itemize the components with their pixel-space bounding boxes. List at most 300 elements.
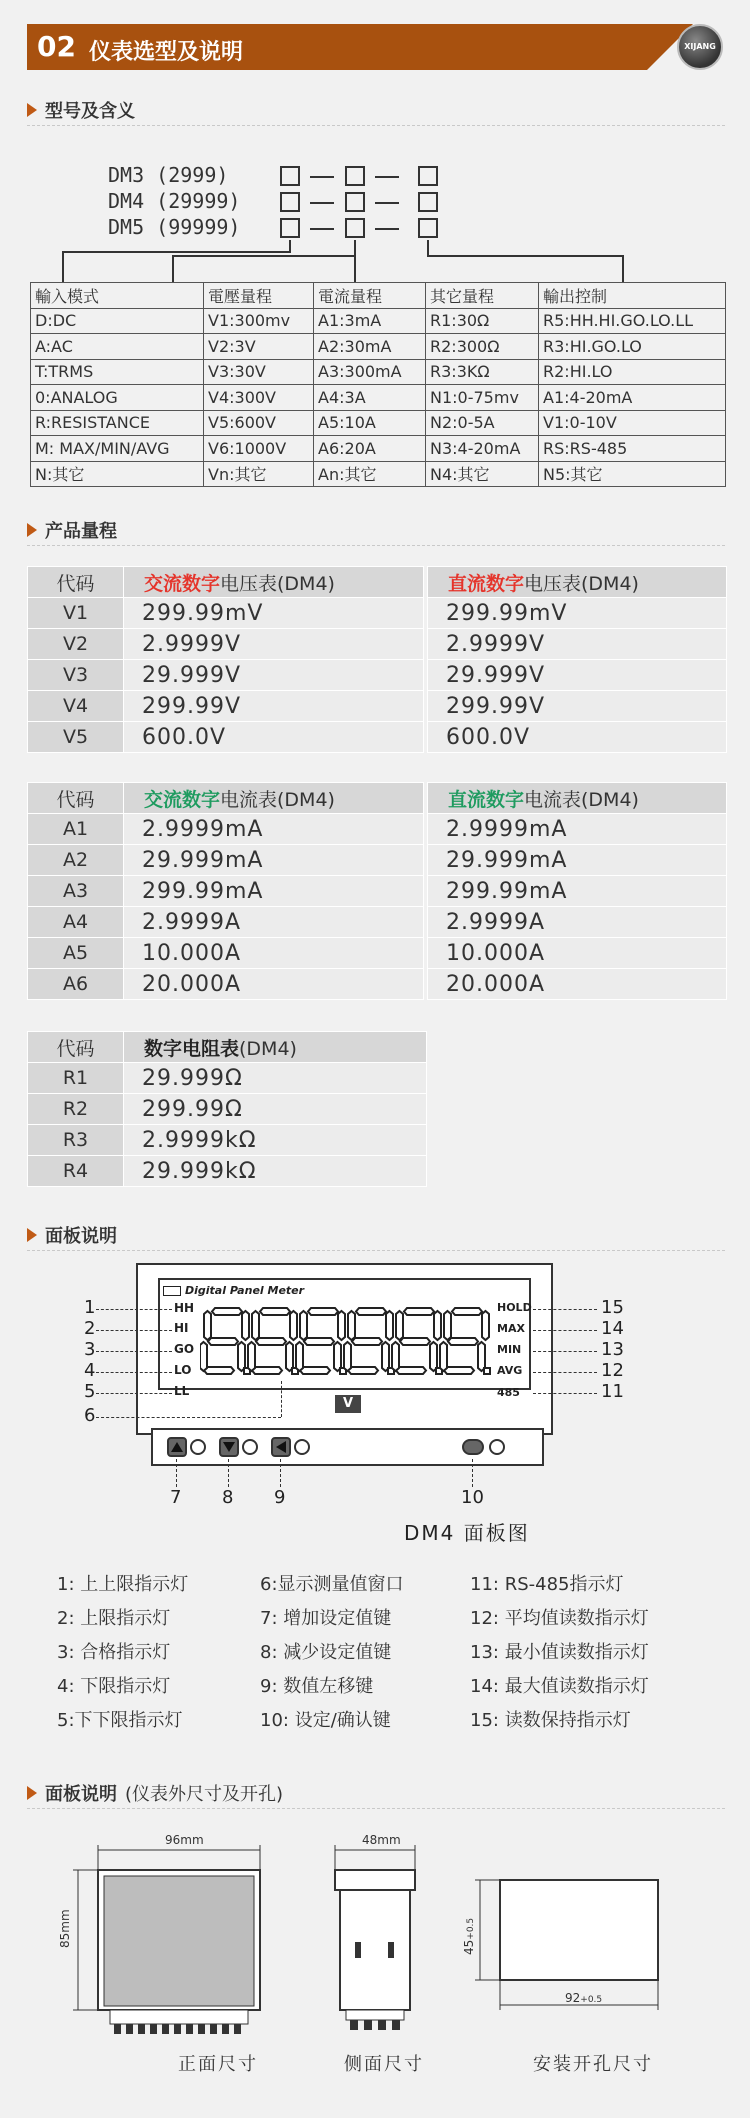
- bracket-line: [427, 255, 624, 257]
- segment: [252, 1311, 259, 1340]
- side-body: [340, 1890, 410, 2010]
- segment: [478, 1342, 485, 1371]
- terminal-pin: [198, 2024, 205, 2034]
- code-dash: [310, 176, 334, 178]
- segment: [308, 1308, 338, 1315]
- range-code: V3: [28, 660, 124, 691]
- table-cell: RS:RS-485: [539, 436, 726, 462]
- range-code: R2: [28, 1094, 124, 1125]
- terminal-pin: [378, 2020, 386, 2030]
- code-box: [418, 166, 438, 186]
- table-header-cell: 輸出控制: [539, 283, 726, 309]
- legend-item: 8: 减少设定值键: [260, 1642, 392, 1663]
- callout-line: [533, 1372, 597, 1373]
- segment: [290, 1311, 297, 1340]
- bracket-line: [62, 251, 64, 282]
- banner-title: 仪表选型及说明: [89, 40, 244, 65]
- segment: [348, 1311, 355, 1340]
- panel-brand: [163, 1284, 304, 1297]
- section-title: 面板说明: [45, 1226, 117, 1247]
- segment: [248, 1342, 255, 1371]
- table-cell: N4:其它: [426, 461, 539, 487]
- cutout-height-value: 45: [462, 1939, 476, 1955]
- callout-line: [96, 1393, 172, 1394]
- bracket-line: [172, 255, 356, 257]
- callout-9: 9: [274, 1487, 286, 1508]
- table-cell: A5:10A: [314, 410, 426, 436]
- front-height-label: 85mm: [58, 1909, 72, 1948]
- callout-12: 12: [601, 1360, 624, 1381]
- decimal-point: [484, 1368, 490, 1374]
- bracket-line: [622, 255, 624, 282]
- segment: [208, 1338, 238, 1345]
- legend-item: 6:显示测量值窗口: [260, 1574, 404, 1595]
- dc-range-value: 2.9999V: [428, 629, 727, 660]
- segment: [434, 1311, 441, 1340]
- segment: [304, 1338, 334, 1345]
- section-subtitle: (仪表外尺寸及开孔): [125, 1784, 284, 1805]
- ac-range-value: 2.9999V: [124, 629, 424, 660]
- table-cell: 0:ANALOG: [31, 385, 204, 411]
- left-arrow-icon: [273, 1439, 289, 1455]
- indicator-label-hold: HOLD: [497, 1301, 532, 1314]
- segment: [204, 1311, 211, 1340]
- brand-logo: [677, 24, 723, 70]
- terminal-pin: [174, 2024, 181, 2034]
- table-row: [28, 876, 727, 907]
- callout-line: [228, 1459, 229, 1487]
- dc-range-value: 299.99V: [428, 691, 727, 722]
- indicator-label-max: MAX: [497, 1322, 525, 1335]
- code-box: [280, 218, 300, 238]
- divider: [27, 1808, 725, 1809]
- terminal-pin: [364, 2020, 372, 2030]
- banner-number: 02: [37, 30, 76, 63]
- table-row: [31, 385, 726, 411]
- code-box: [418, 192, 438, 212]
- segment: [404, 1308, 434, 1315]
- range-code: V5: [28, 722, 124, 753]
- indicator-label-min: MIN: [497, 1343, 522, 1356]
- legend-item: 13: 最小值读数指示灯: [470, 1642, 649, 1663]
- dc-range-value: 29.999V: [428, 660, 727, 691]
- table-header-cell: 輸入模式: [31, 283, 204, 309]
- callout-line: [281, 1381, 282, 1417]
- ac-current-header: [124, 783, 424, 814]
- ac-range-value: 2.9999A: [124, 907, 424, 938]
- model-meaning-table: [30, 282, 726, 487]
- resistance-header: [124, 1032, 427, 1063]
- table-header-row: [28, 567, 727, 598]
- table-header-row: [28, 1032, 427, 1063]
- indicator-label-hi: HI: [174, 1321, 189, 1335]
- table-row: [31, 308, 726, 334]
- segment: [238, 1342, 245, 1371]
- front-panel-fill: [104, 1876, 254, 2006]
- terminal-pin: [150, 2024, 157, 2034]
- callout-line: [472, 1459, 473, 1487]
- ac-range-value: 29.999V: [124, 660, 424, 691]
- callout-line: [533, 1309, 597, 1310]
- front-width-label: 96mm: [165, 1833, 204, 1847]
- terminal-pin: [222, 2024, 229, 2034]
- up-arrow-icon: [169, 1439, 185, 1455]
- table-cell: R3:HI.GO.LO: [539, 334, 726, 360]
- table-cell: V1:0-10V: [539, 410, 726, 436]
- segment: [448, 1338, 478, 1345]
- segment: [338, 1311, 345, 1340]
- segment: [400, 1338, 430, 1345]
- set-led: [489, 1439, 505, 1455]
- table-cell: A6:20A: [314, 436, 426, 462]
- dc-current-header: [428, 783, 727, 814]
- table-row: [31, 461, 726, 487]
- callout-line: [176, 1459, 177, 1487]
- callout-line: [96, 1417, 281, 1418]
- model-line-dm4: DM4 (29999): [108, 189, 241, 213]
- side-bezel: [335, 1870, 415, 1890]
- table-row: [28, 660, 727, 691]
- segment: [256, 1338, 286, 1345]
- dc-range-value: 2.9999mA: [428, 814, 727, 845]
- table-cell: A1:4-20mA: [539, 385, 726, 411]
- table-cell: A4:3A: [314, 385, 426, 411]
- meter-type-label: 电流表(DM4): [524, 788, 639, 811]
- table-cell: R5:HH.HI.GO.LO.LL: [539, 308, 726, 334]
- logo-text: XIJANG: [684, 42, 716, 51]
- table-cell: R2:300Ω: [426, 334, 539, 360]
- code-dash: [310, 228, 334, 230]
- callout-line: [533, 1351, 597, 1352]
- increase-button[interactable]: [167, 1437, 187, 1457]
- indicator-label-avg: AVG: [497, 1364, 523, 1377]
- side-view-drawing: [335, 1845, 415, 2030]
- callout-4: 4: [84, 1360, 96, 1381]
- code-header: 代码: [28, 567, 124, 598]
- section-heading-model: [27, 97, 135, 123]
- range-code: A3: [28, 876, 124, 907]
- legend-item: 4: 下限指示灯: [57, 1676, 171, 1697]
- brand-badge-icon: [163, 1286, 181, 1296]
- digital-resistance-label: 数字电阻表: [144, 1037, 240, 1060]
- ac-range-value: 29.999Ω: [124, 1063, 427, 1094]
- legend-item: 10: 设定/确认键: [260, 1710, 391, 1731]
- set-confirm-button[interactable]: [462, 1439, 484, 1455]
- code-header: 代码: [28, 783, 124, 814]
- table-row: [28, 1156, 427, 1187]
- table-cell: M: MAX/MIN/AVG: [31, 436, 204, 462]
- segment: [382, 1342, 389, 1371]
- table-cell: V3:30V: [204, 359, 314, 385]
- ac-range-value: 29.999mA: [124, 845, 424, 876]
- unit-indicator: V: [335, 1395, 361, 1413]
- table-header-cell: 其它量程: [426, 283, 539, 309]
- side-clip: [388, 1942, 394, 1958]
- range-code: R3: [28, 1125, 124, 1156]
- indicator-label-lo: LO: [174, 1363, 192, 1377]
- code-dash: [375, 202, 399, 204]
- legend-item: 2: 上限指示灯: [57, 1608, 171, 1629]
- table-cell: R:RESISTANCE: [31, 410, 204, 436]
- dc-range-value: 2.9999A: [428, 907, 727, 938]
- range-code: A4: [28, 907, 124, 938]
- cutout-height-tolerance: +0.5: [466, 1917, 476, 1940]
- code-box: [345, 192, 365, 212]
- terminal-pin: [350, 2020, 358, 2030]
- indicator-label-ll: LL: [174, 1384, 190, 1398]
- indicator-label-hh: HH: [174, 1301, 195, 1315]
- ac-range-value: 20.000A: [124, 969, 424, 1000]
- range-code: V4: [28, 691, 124, 722]
- meter-type-label: 电流表(DM4): [220, 788, 335, 811]
- cutout-width-label: [565, 1991, 602, 2005]
- table-cell: V4:300V: [204, 385, 314, 411]
- shift-led: [294, 1439, 310, 1455]
- legend-item: 15: 读数保持指示灯: [470, 1710, 631, 1731]
- legend-item: 9: 数值左移键: [260, 1676, 374, 1697]
- callout-11: 11: [601, 1381, 624, 1402]
- terminal-block: [110, 2010, 248, 2024]
- ac-range-value: 299.99mA: [124, 876, 424, 907]
- table-row: [28, 722, 727, 753]
- segment: [296, 1342, 303, 1371]
- terminal-pin: [234, 2024, 241, 2034]
- segment: [252, 1367, 282, 1374]
- callout-5: 5: [84, 1381, 96, 1402]
- terminal-pin: [162, 2024, 169, 2034]
- ac-range-value: 2.9999mA: [124, 814, 424, 845]
- table-cell: N2:0-5A: [426, 410, 539, 436]
- meter-type-label: 电压表(DM4): [524, 572, 639, 595]
- table-row: [28, 1063, 427, 1094]
- segment: [200, 1342, 207, 1371]
- callout-line: [96, 1330, 172, 1331]
- side-clip: [355, 1942, 361, 1958]
- segment: [348, 1367, 378, 1374]
- table-cell: N5:其它: [539, 461, 726, 487]
- code-dash: [375, 228, 399, 230]
- callout-line: [96, 1351, 172, 1352]
- range-code: R1: [28, 1063, 124, 1094]
- table-cell: A:AC: [31, 334, 204, 360]
- code-header: 代码: [28, 1032, 124, 1063]
- legend-item: 7: 增加设定值键: [260, 1608, 392, 1629]
- ac-digital-label: 交流数字: [144, 572, 221, 595]
- code-box: [418, 218, 438, 238]
- section-heading-range: [27, 517, 117, 543]
- meter-type-label: 电压表(DM4): [220, 572, 335, 595]
- table-cell: A1:3mA: [314, 308, 426, 334]
- table-cell: N:其它: [31, 461, 204, 487]
- current-range-table: [27, 782, 727, 1000]
- segment: [286, 1342, 293, 1371]
- ac-range-value: 29.999kΩ: [124, 1156, 427, 1187]
- callout-line: [96, 1309, 172, 1310]
- segment: [482, 1311, 489, 1340]
- resistance-range-table: [27, 1031, 427, 1187]
- dc-range-value: 10.000A: [428, 938, 727, 969]
- legend-item: 3: 合格指示灯: [57, 1642, 171, 1663]
- segment: [260, 1308, 290, 1315]
- callout-8: 8: [222, 1487, 234, 1508]
- segment: [440, 1342, 447, 1371]
- range-code: A1: [28, 814, 124, 845]
- cutout-width-tolerance: +0.5: [580, 1995, 603, 2005]
- table-row: [28, 1094, 427, 1125]
- table-cell: N1:0-75mv: [426, 385, 539, 411]
- table-cell: D:DC: [31, 308, 204, 334]
- button-strip: [151, 1428, 544, 1466]
- ac-range-value: 299.99Ω: [124, 1094, 427, 1125]
- bracket-line: [62, 251, 291, 253]
- ac-range-value: 10.000A: [124, 938, 424, 969]
- front-caption: 正面尺寸: [178, 2054, 258, 2075]
- table-cell: R1:30Ω: [426, 308, 539, 334]
- table-header-cell: 電流量程: [314, 283, 426, 309]
- table-cell: V1:300mv: [204, 308, 314, 334]
- model-line-dm5: DM5 (99999): [108, 215, 241, 239]
- legend-item: 14: 最大值读数指示灯: [470, 1676, 649, 1697]
- table-row: [28, 1125, 427, 1156]
- table-row: [28, 629, 727, 660]
- terminal-pin: [138, 2024, 145, 2034]
- dc-range-value: 299.99mA: [428, 876, 727, 907]
- segment: [204, 1367, 234, 1374]
- range-code: V2: [28, 629, 124, 660]
- table-cell: Vn:其它: [204, 461, 314, 487]
- section-banner: [27, 18, 725, 74]
- table-row: [31, 436, 726, 462]
- cutout-height-label: [462, 1918, 476, 1955]
- table-cell: V6:1000V: [204, 436, 314, 462]
- arrow-icon: [27, 103, 37, 117]
- callout-14: 14: [601, 1318, 624, 1339]
- code-dash: [375, 176, 399, 178]
- terminal-pins: [114, 2024, 241, 2034]
- brand-text: Digital Panel Meter: [185, 1284, 305, 1297]
- callout-3: 3: [84, 1339, 96, 1360]
- indicator-label-485: 485: [497, 1386, 520, 1399]
- legend-item: 5:下下限指示灯: [57, 1710, 183, 1731]
- segment: [344, 1342, 351, 1371]
- ac-range-value: 299.99V: [124, 691, 424, 722]
- callout-15: 15: [601, 1297, 624, 1318]
- divider: [27, 125, 725, 126]
- voltage-range-table: [27, 566, 727, 753]
- section-heading-dimensions: [27, 1780, 283, 1806]
- arrow-icon: [27, 523, 37, 537]
- table-row: [28, 598, 727, 629]
- callout-10: 10: [461, 1487, 484, 1508]
- section-title: 型号及含义: [45, 101, 135, 122]
- callout-1: 1: [84, 1297, 96, 1318]
- ac-range-value: 299.99mV: [124, 598, 424, 629]
- callout-line: [533, 1330, 597, 1331]
- segment: [386, 1311, 393, 1340]
- model-line-dm3: DM3 (2999): [108, 163, 229, 187]
- increase-led: [190, 1439, 206, 1455]
- dc-voltage-header: [428, 567, 727, 598]
- table-row: [31, 359, 726, 385]
- code-box: [345, 166, 365, 186]
- ac-range-value: 2.9999kΩ: [124, 1125, 427, 1156]
- shift-left-button[interactable]: [271, 1437, 291, 1457]
- table-cell: A3:300mA: [314, 359, 426, 385]
- callout-line: [280, 1459, 281, 1487]
- section-title: 产品量程: [45, 521, 117, 542]
- table-cell: V2:3V: [204, 334, 314, 360]
- arrow-icon: [27, 1228, 37, 1242]
- side-width-label: 48mm: [362, 1833, 401, 1847]
- table-cell: R2:HI.LO: [539, 359, 726, 385]
- down-arrow-icon: [221, 1439, 237, 1455]
- legend-item: 12: 平均值读数指示灯: [470, 1608, 649, 1629]
- arrow-icon: [27, 1786, 37, 1800]
- table-cell: T:TRMS: [31, 359, 204, 385]
- table-cell: V5:600V: [204, 410, 314, 436]
- table-row: [28, 938, 727, 969]
- dc-range-value: 29.999mA: [428, 845, 727, 876]
- segment: [352, 1338, 382, 1345]
- ac-range-value: 600.0V: [124, 722, 424, 753]
- callout-13: 13: [601, 1339, 624, 1360]
- terminal-pin: [126, 2024, 133, 2034]
- side-terminal-pins: [350, 2020, 400, 2030]
- range-code: R4: [28, 1156, 124, 1187]
- callout-line: [96, 1372, 172, 1373]
- segment: [444, 1367, 474, 1374]
- table-row: [28, 969, 727, 1000]
- table-row: [31, 410, 726, 436]
- range-code: A2: [28, 845, 124, 876]
- bracket-line: [172, 255, 174, 282]
- cutout-caption: 安装开孔尺寸: [533, 2054, 653, 2075]
- terminal-pin: [114, 2024, 121, 2034]
- table-cell: An:其它: [314, 461, 426, 487]
- decrease-led: [242, 1439, 258, 1455]
- dc-digital-label: 直流数字: [448, 572, 525, 595]
- legend-item: 1: 上上限指示灯: [57, 1574, 189, 1595]
- dc-range-value: 600.0V: [428, 722, 727, 753]
- terminal-pin: [186, 2024, 193, 2034]
- segment: [452, 1308, 482, 1315]
- terminal-pin: [210, 2024, 217, 2034]
- indicator-label-go: GO: [174, 1342, 195, 1356]
- table-cell: A2:30mA: [314, 334, 426, 360]
- segment: [300, 1311, 307, 1340]
- section-title: 面板说明: [45, 1784, 117, 1805]
- code-box: [345, 218, 365, 238]
- divider: [27, 1250, 725, 1251]
- table-row: [31, 334, 726, 360]
- decrease-button[interactable]: [219, 1437, 239, 1457]
- front-view-drawing: [73, 1845, 260, 2034]
- ac-digital-label: 交流数字: [144, 788, 221, 811]
- segment: [444, 1311, 451, 1340]
- bracket-line: [427, 240, 429, 256]
- dc-digital-label: 直流数字: [448, 788, 525, 811]
- segment: [356, 1308, 386, 1315]
- cutout-rect: [500, 1880, 658, 1980]
- segment: [334, 1342, 341, 1371]
- dc-range-value: 299.99mV: [428, 598, 727, 629]
- ac-voltage-header: [124, 567, 424, 598]
- code-box: [280, 166, 300, 186]
- code-dash: [310, 202, 334, 204]
- code-box: [280, 192, 300, 212]
- table-row: [28, 691, 727, 722]
- table-header-row: [28, 783, 727, 814]
